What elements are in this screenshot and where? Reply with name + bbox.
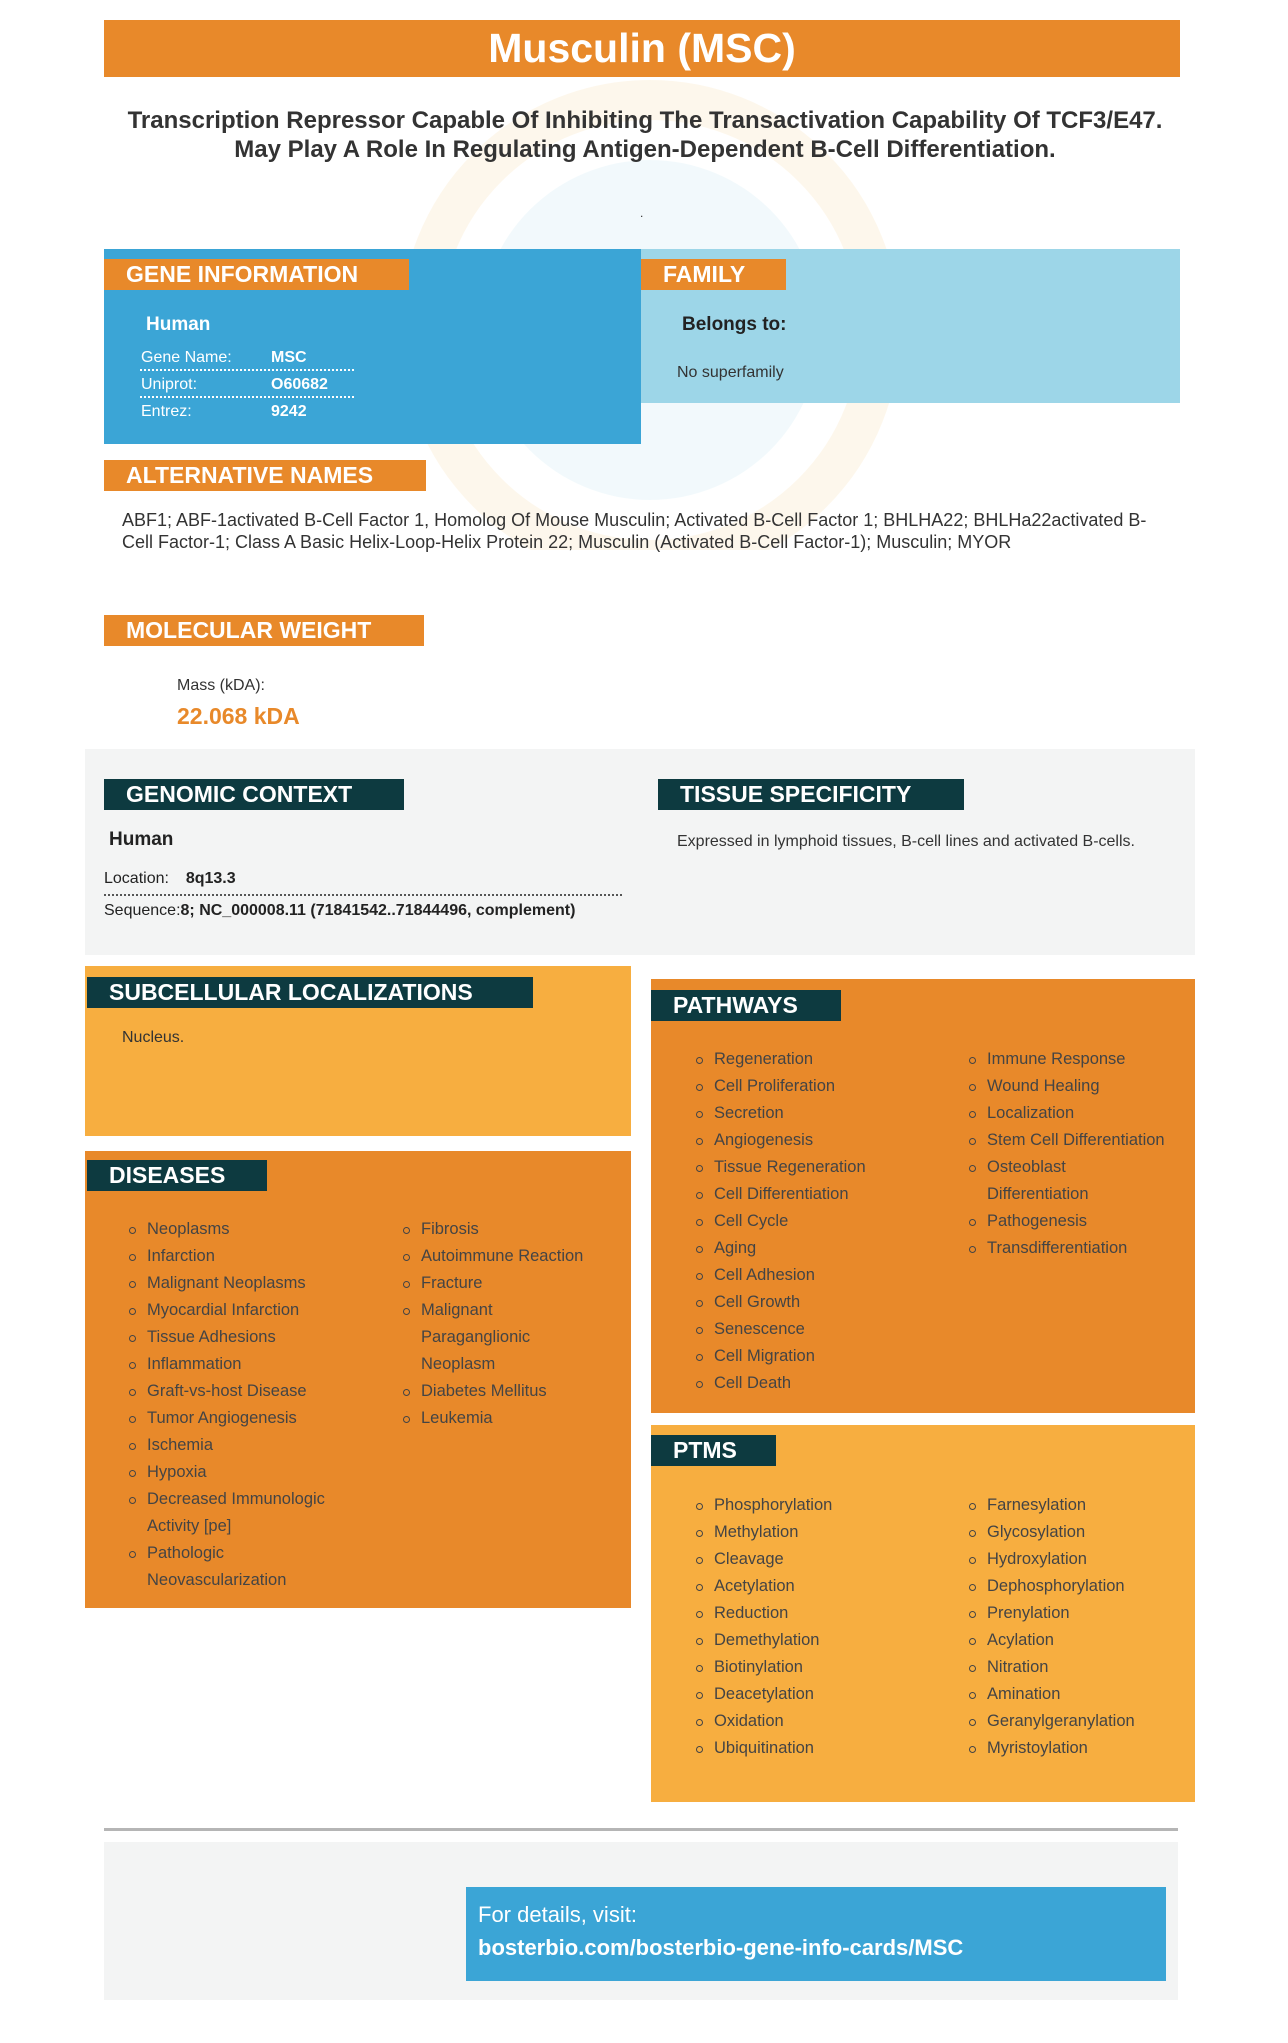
list-item: Transdifferentiation <box>967 1235 1187 1262</box>
list-item: Inflammation <box>127 1351 367 1378</box>
list-item: Geranylgeranylation <box>967 1708 1187 1735</box>
family-value: No superfamily <box>677 364 784 381</box>
alternative-names-header: ALTERNATIVE NAMES <box>104 460 426 491</box>
list-item: Malignant Neoplasms <box>127 1270 367 1297</box>
ptms-header: PTMS <box>651 1435 776 1466</box>
list-item: Tissue Adhesions <box>127 1324 367 1351</box>
genomic-context-header: GENOMIC CONTEXT <box>104 779 404 810</box>
list-item: Myocardial Infarction <box>127 1297 367 1324</box>
list-item: Fracture <box>401 1270 611 1297</box>
ptms-list-col2 <box>967 1492 1187 1762</box>
list-item: Decreased Immunologic Activity [pe] <box>127 1486 367 1540</box>
list-item: Prenylation <box>967 1600 1187 1627</box>
list-item: Fibrosis <box>401 1216 611 1243</box>
uniprot-label: Uniprot: <box>141 376 198 393</box>
list-item: Diabetes Mellitus <box>401 1378 611 1405</box>
list-item: Autoimmune Reaction <box>401 1243 611 1270</box>
list-item: Tumor Angiogenesis <box>127 1405 367 1432</box>
list-item: Cell Proliferation <box>694 1073 944 1100</box>
list-item: Pathogenesis <box>967 1208 1187 1235</box>
list-item: Acylation <box>967 1627 1187 1654</box>
sequence-label: Sequence: <box>104 902 181 919</box>
list-item: Hydroxylation <box>967 1546 1187 1573</box>
details-url-link[interactable]: bosterbio.com/bosterbio-gene-info-cards/MSC <box>478 1935 964 1960</box>
list-item: Cleavage <box>694 1546 944 1573</box>
list-item: Dephosphorylation <box>967 1573 1187 1600</box>
uniprot-row <box>140 371 354 398</box>
pathways-header: PATHWAYS <box>651 990 841 1021</box>
entrez-label: Entrez: <box>141 403 192 420</box>
details-label: For details, visit: <box>478 1902 637 1927</box>
tissue-specificity-header: TISSUE SPECIFICITY <box>658 779 964 810</box>
mass-value: 22.068 kDA <box>177 703 300 729</box>
list-item: Osteoblast Differentiation <box>967 1154 1117 1208</box>
location-row <box>104 866 622 896</box>
gene-description: Transcription Repressor Capable Of Inhibiting The Transactivation Capability Of TCF3/E47. May Play A Role In Regulating Antigen-Dependent B-Cell Differentiation. <box>127 107 1163 163</box>
entrez-value: 9242 <box>271 403 307 420</box>
tissue-specificity-text: Expressed in lymphoid tissues, B-cell lines and activated B-cells. <box>677 833 1135 850</box>
pathways-list-col1 <box>694 1046 944 1397</box>
list-item: Reduction <box>694 1600 944 1627</box>
footer-divider <box>104 1828 1178 1831</box>
subcellular-header: SUBCELLULAR LOCALIZATIONS <box>87 977 533 1008</box>
gene-info-species: Human <box>146 314 211 335</box>
list-item: Methylation <box>694 1519 944 1546</box>
list-item: Demethylation <box>694 1627 944 1654</box>
list-item: Acetylation <box>694 1573 944 1600</box>
mass-label: Mass (kDA): <box>177 677 265 694</box>
sequence-value: 8; NC_000008.11 (71841542..71844496, complement) <box>180 902 576 919</box>
list-item: Amination <box>967 1681 1187 1708</box>
location-label: Location: <box>104 870 169 887</box>
list-item: Leukemia <box>401 1405 611 1432</box>
list-item: Ischemia <box>127 1432 367 1459</box>
belongs-to-label: Belongs to: <box>682 314 787 335</box>
ptms-list-col1 <box>694 1492 944 1762</box>
list-item: Hypoxia <box>127 1459 367 1486</box>
diseases-header: DISEASES <box>87 1160 267 1191</box>
list-item: Farnesylation <box>967 1492 1187 1519</box>
list-item: Cell Migration <box>694 1343 944 1370</box>
list-item: Infarction <box>127 1243 367 1270</box>
list-item: Deacetylation <box>694 1681 944 1708</box>
list-item: Cell Growth <box>694 1289 944 1316</box>
list-item: Regeneration <box>694 1046 944 1073</box>
gene-name-label: Gene Name: <box>141 349 232 366</box>
list-item: Localization <box>967 1100 1187 1127</box>
list-item: Stem Cell Differentiation <box>967 1127 1187 1154</box>
list-item: Cell Differentiation <box>694 1181 944 1208</box>
subtitle-dot: . <box>640 206 644 220</box>
location-value: 8q13.3 <box>185 870 236 887</box>
diseases-list-col1 <box>127 1216 367 1594</box>
details-link-box[interactable] <box>466 1887 1166 1981</box>
list-item: Cell Adhesion <box>694 1262 944 1289</box>
list-item: Pathologic Neovascularization <box>127 1540 367 1594</box>
list-item: Immune Response <box>967 1046 1187 1073</box>
pathways-list-col2 <box>967 1046 1187 1262</box>
list-item: Glycosylation <box>967 1519 1187 1546</box>
molecular-weight-header: MOLECULAR WEIGHT <box>104 615 424 646</box>
uniprot-value: O60682 <box>271 376 328 393</box>
list-item: Wound Healing <box>967 1073 1187 1100</box>
gene-name-value: MSC <box>271 349 307 366</box>
list-item: Neoplasms <box>127 1216 367 1243</box>
list-item: Biotinylation <box>694 1654 944 1681</box>
entrez-row <box>140 398 354 425</box>
list-item: Oxidation <box>694 1708 944 1735</box>
list-item: Cell Death <box>694 1370 944 1397</box>
gene-name-row <box>140 344 354 371</box>
list-item: Phosphorylation <box>694 1492 944 1519</box>
list-item: Cell Cycle <box>694 1208 944 1235</box>
sequence-row <box>104 899 644 923</box>
subcellular-text: Nucleus. <box>122 1029 185 1046</box>
family-header: FAMILY <box>641 259 786 290</box>
list-item: Tissue Regeneration <box>694 1154 944 1181</box>
list-item: Senescence <box>694 1316 944 1343</box>
list-item: Aging <box>694 1235 944 1262</box>
list-item: Ubiquitination <box>694 1735 944 1762</box>
list-item: Myristoylation <box>967 1735 1187 1762</box>
gene-info-header: GENE INFORMATION <box>104 259 409 290</box>
genomic-species: Human <box>109 829 174 850</box>
list-item: Angiogenesis <box>694 1127 944 1154</box>
page-title: Musculin (MSC) <box>104 20 1180 77</box>
list-item: Nitration <box>967 1654 1187 1681</box>
list-item: Secretion <box>694 1100 944 1127</box>
list-item: Malignant Paraganglionic Neoplasm <box>401 1297 551 1378</box>
list-item: Graft-vs-host Disease <box>127 1378 367 1405</box>
alternative-names-text: ABF1; ABF-1activated B-Cell Factor 1, Homolog Of Mouse Musculin; Activated B-Cell Factor 1; BHLHA22; BHLHa22activated B-Cell Factor-1; Class A Basic Helix-Loop-Helix Protein 22; Musculin (Activated B-Cell Factor-1); Musculin; MYOR <box>122 510 1147 552</box>
diseases-list-col2 <box>401 1216 611 1432</box>
